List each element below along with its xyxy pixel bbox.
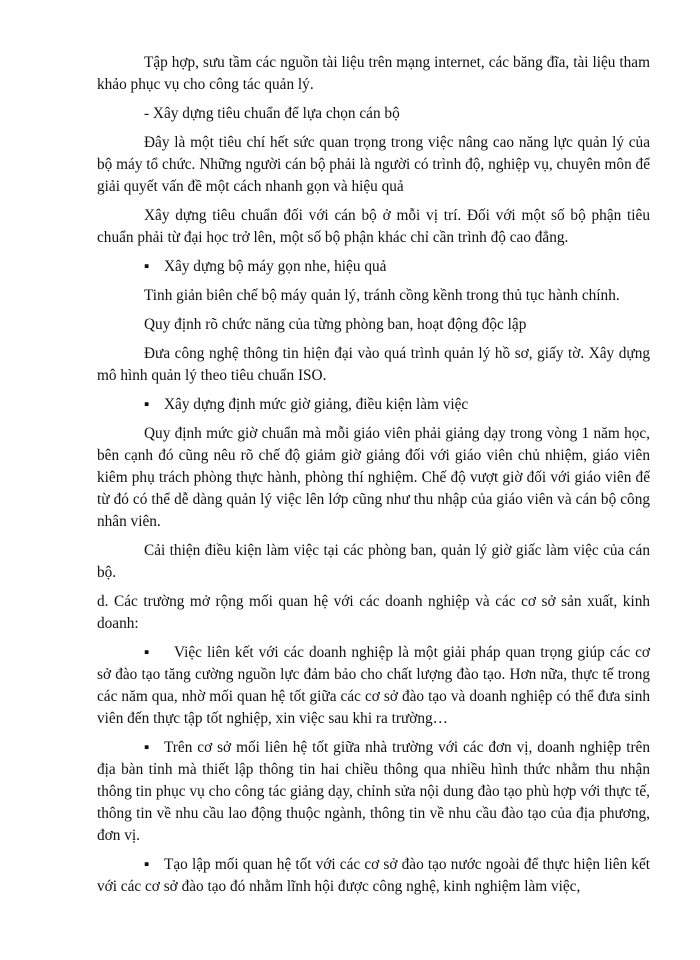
paragraph-text: Trên cơ sở mối liên hệ tốt giữa nhà trường với các đơn vị, doanh nghiệp trên địa bàn tỉnh mà thiết lập thông tin hai chiều thông qua nhiều hình thức nhằm thu nhận thông tin phục vụ cho công tác giảng dạy, chỉnh sửa nội dung đào tạo phù hợp với thực tế, thông tin về nhu cầu lao động thuộc ngành, thông tin về nhu cầu đào tạo của địa phương, đơn vị. <box>97 739 650 844</box>
paragraph-text: Tinh giản biên chế bộ máy quản lý, tránh cồng kềnh trong thủ tục hành chính. <box>144 287 620 304</box>
bullet-paragraph <box>97 394 650 416</box>
paragraph-text: Quy định rõ chức năng của từng phòng ban, hoạt động độc lập <box>144 316 527 333</box>
paragraph-text: - Xây dựng tiêu chuẩn để lựa chọn cán bộ <box>144 105 400 122</box>
bullet-paragraph <box>97 256 650 278</box>
paragraph-text: Đưa công nghệ thông tin hiện đại vào quá trình quản lý hồ sơ, giấy tờ. Xây dựng mô hình quản lý theo tiêu chuẩn ISO. <box>97 345 650 384</box>
bullet-paragraph <box>97 854 650 898</box>
bullet-paragraph <box>97 642 650 730</box>
paragraph-text: Tạo lập mối quan hệ tốt với các cơ sở đào tạo nước ngoài để thực hiện liên kết với các cơ sở đào tạo đó nhằm lĩnh hội được công nghệ, kinh nghiệm làm việc, <box>97 856 650 895</box>
paragraph-text: Quy định mức giờ chuẩn mà mỗi giáo viên phải giảng dạy trong vòng 1 năm học, bên cạnh đó cũng nêu rõ chế độ giảm giờ giảng đối với giáo viên chủ nhiệm, giáo viên kiêm phụ trách phòng thực hành, phòng thí nghiệm. Chế độ vượt giờ đối với giáo viên để từ đó có thể dễ dàng quản lý việc lên lớp cũng như thu nhập của giáo viên và cán bộ công nhân viên. <box>97 425 650 530</box>
paragraph <box>97 103 650 125</box>
paragraph-text: Xây dựng tiêu chuẩn đối với cán bộ ở mỗi vị trí. Đối với một số bộ phận tiêu chuẩn phải từ đại học trở lên, một số bộ phận khác chỉ cần trình độ cao đẳng. <box>97 207 650 246</box>
paragraph <box>97 132 650 198</box>
paragraph <box>97 52 650 96</box>
paragraph <box>97 343 650 387</box>
paragraph <box>97 423 650 533</box>
paragraph <box>97 314 650 336</box>
paragraph <box>97 285 650 307</box>
paragraph-text: Đây là một tiêu chí hết sức quan trọng trong việc nâng cao năng lực quản lý của bộ máy tổ chức. Những người cán bộ phải là người có trình độ, nghiệp vụ, chuyên môn để giải quyết vấn đề một cách nhanh gọn và hiệu quả <box>97 134 650 195</box>
paragraph-text: Việc liên kết với các doanh nghiệp là một giải pháp quan trọng giúp các cơ sở đào tạo tăng cường nguồn lực đảm bảo cho chất lượng đào tạo. Hơn nữa, thực tế trong các năm qua, nhờ mối quan hệ tốt giữa các cơ sở đào tạo và doanh nghiệp có thể đưa sinh viên đến thực tập tốt nghiệp, xin việc sau khi ra trường… <box>97 644 650 727</box>
paragraph <box>97 205 650 249</box>
paragraph-text: Tập hợp, sưu tầm các nguồn tài liệu trên mạng internet, các băng đĩa, tài liệu tham khảo phục vụ cho công tác quản lý. <box>97 54 650 93</box>
paragraph <box>97 591 650 635</box>
paragraph-text: Xây dựng định mức giờ giảng, điều kiện làm việc <box>164 396 469 413</box>
paragraph-text: Cải thiện điều kiện làm việc tại các phòng ban, quản lý giờ giấc làm việc của cán bộ. <box>97 542 650 581</box>
bullet-paragraph <box>97 737 650 847</box>
paragraph <box>97 540 650 584</box>
paragraph-text: d. Các trường mở rộng mối quan hệ với các doanh nghiệp và các cơ sở sản xuất, kinh doanh: <box>97 593 650 632</box>
paragraph-text: Xây dựng bộ máy gọn nhe, hiệu quả <box>164 258 387 275</box>
